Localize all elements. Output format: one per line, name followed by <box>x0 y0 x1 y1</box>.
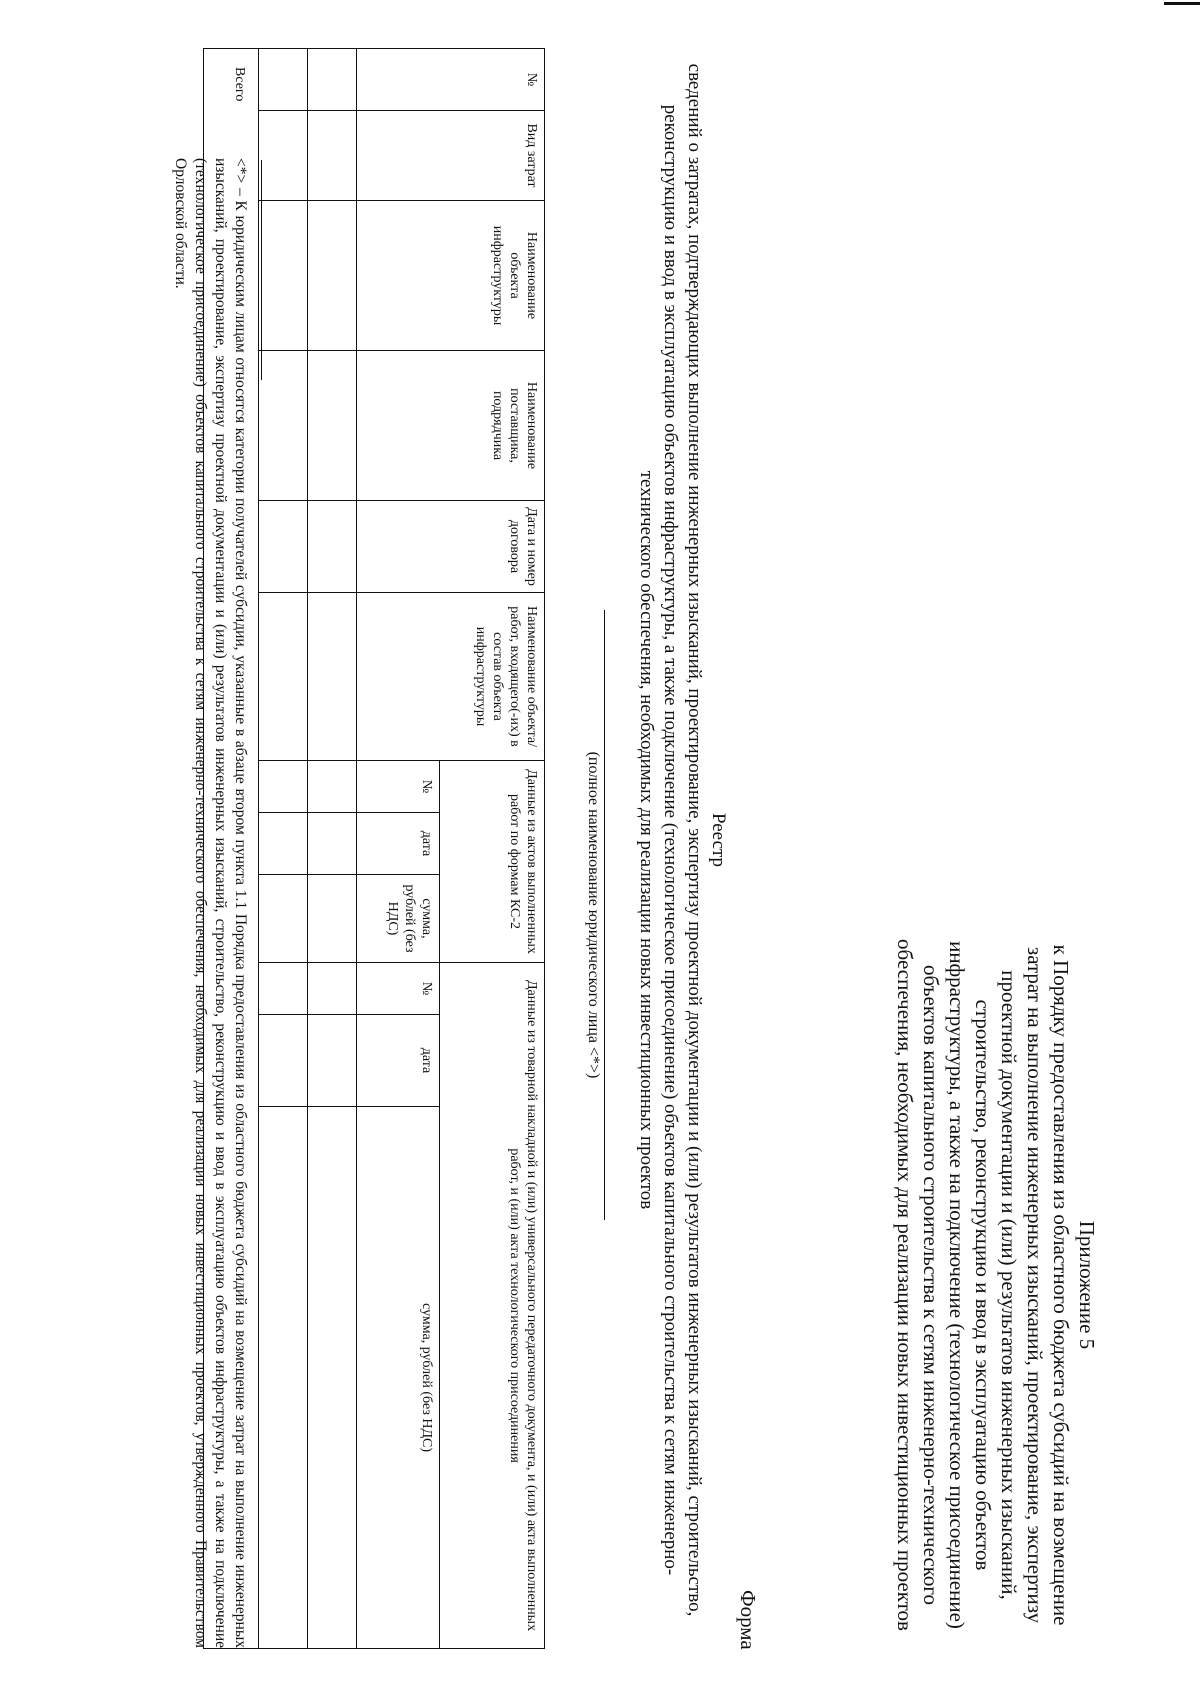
table-row <box>308 49 357 1649</box>
appendix-header <box>892 920 1100 1650</box>
table-cell <box>259 593 308 761</box>
form-label: Форма <box>736 1590 760 1650</box>
registry-text: сведений о затратах, подтверждающих выполнение инженерных изысканий, проектирование, экспертизу проектной документации и (или) результатов инженерных изысканий, строительство, реконструкцию и ввод в эксплуатацию объектов инфраструктуры, а также подключение (технологическое присоединение) объектов капитального строительства к сетям инженерно-технического обеспечения, необходимых для реализации новых инвестиционных проектов <box>636 63 705 1617</box>
table-cell <box>308 813 357 875</box>
col-contract: Дата и номер договора <box>357 501 545 593</box>
table-cell <box>259 111 308 201</box>
table-cell <box>308 351 357 501</box>
col-number: № <box>357 49 545 111</box>
table-cell <box>259 1015 308 1107</box>
col-cost-type: Вид затрат <box>357 111 545 201</box>
col-invoice-sum: сумма, рублей (без НДС) <box>357 1107 440 1649</box>
col-object-name: Наименование объекта инфраструктуры <box>357 201 545 351</box>
table-row <box>259 49 308 1649</box>
registry-heading <box>634 60 730 1620</box>
table-header-row <box>440 49 545 1649</box>
table-cell <box>308 501 357 593</box>
col-ks2-date: дата <box>357 813 440 875</box>
table-cell <box>308 875 357 963</box>
col-work-name: Наименование объекта/работ, входящего(-их) в состав объекта инфраструктуры <box>357 593 545 761</box>
table-cell <box>259 813 308 875</box>
col-ks2-number: № <box>357 761 440 813</box>
col-invoice-number: № <box>357 963 440 1015</box>
appendix-title: Приложение 5 <box>1075 1220 1099 1350</box>
col-ks2-sum: сумма, рублей (без НДС) <box>357 875 440 963</box>
table-cell <box>259 201 308 351</box>
table-cell <box>259 963 308 1015</box>
table-cell <box>308 1107 357 1649</box>
table-cell <box>308 761 357 813</box>
registry-table <box>203 48 545 1649</box>
total-label: Всего <box>204 49 259 1649</box>
table-cell <box>259 49 308 111</box>
table-cell <box>308 963 357 1015</box>
table-cell <box>308 593 357 761</box>
col-group-ks2: Данные из актов выполненных работ по формам КС-2 <box>440 761 545 963</box>
table-cell <box>308 111 357 201</box>
registry-title: Реестр <box>708 812 729 868</box>
table-cell <box>259 501 308 593</box>
footnote: <*> – К юридическим лицам относятся категории получателей субсидии, указанные в абзаце втором пункта 1.1 Порядка предоставления из областного бюджета субсидий на возмещение затрат на выполнение инженерных изысканий, проектирование, экспертизу проектной документации и (или) результатов инженерных изысканий, строительство, реконструкцию и ввод в эксплуатацию объектов инфраструктуры, а также на подключение (технологическое присоединение) объектов капитального строительства к сетям инженерно-технического обеспечения, необходимых для реализации новых инвестиционных проектов, утвержденного Правительством Орловской области. <box>172 158 249 1648</box>
legal-name-caption: (полное наименование юридического лица <*>) <box>584 610 605 1220</box>
table-cell <box>259 1107 308 1649</box>
col-group-invoice: Данные из товарной накладной и (или) универсального передаточного документа, и (или) акта выполненных работ, и (или) акта технологического присоединения <box>440 963 545 1649</box>
table-cell <box>259 761 308 813</box>
col-invoice-date: дата <box>357 1015 440 1107</box>
table-cell <box>308 1015 357 1107</box>
table-cell <box>308 49 357 111</box>
table-cell <box>259 875 308 963</box>
table-cell <box>259 351 308 501</box>
table-cell <box>308 201 357 351</box>
col-supplier: Наименование поставщика, подрядчика <box>357 351 545 501</box>
appendix-text: к Порядку предоставления из областного бюджета субсидий на возмещение затрат на выполнение инженерных изысканий, проектирование, экспертизу проектной документации и (или) результатов инженерных изысканий, строительство, реконструкцию и ввод в эксплуатацию объектов инфраструктуры, а также на подключение (технологическое присоединение) объектов капитального строительства к сетям инженерно-технического обеспечения, необходимых для реализации новых инвестиционных проектов <box>893 939 1073 1631</box>
footnote-divider <box>261 160 262 380</box>
